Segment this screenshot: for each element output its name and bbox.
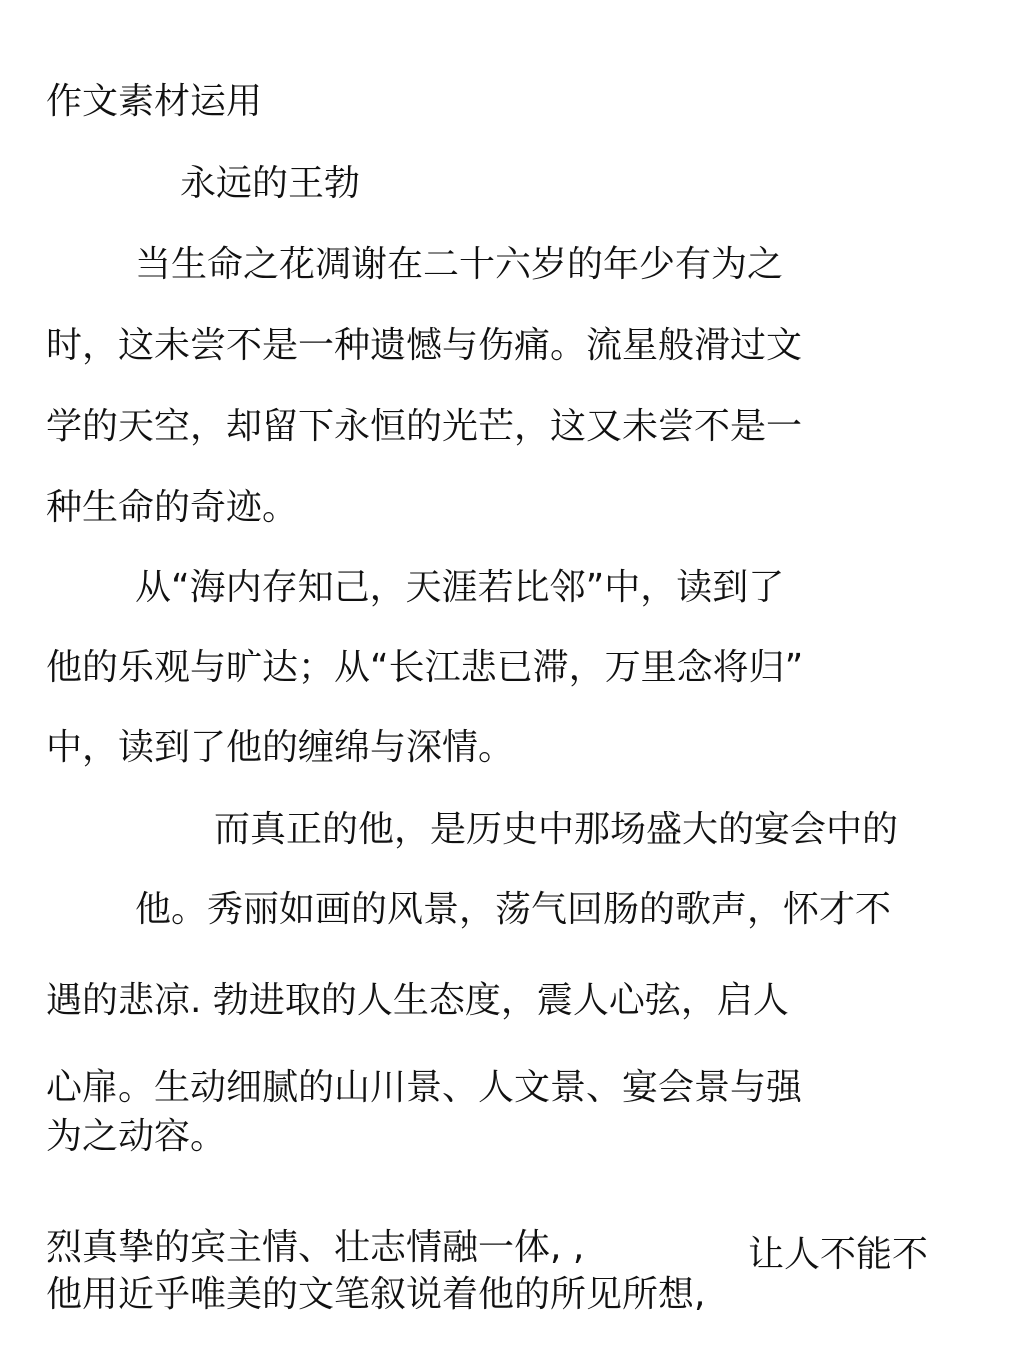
- paragraph-line: 心扉。生动细腻的山川景、人文景、宴会景与强: [46, 1067, 803, 1108]
- document-title: 永远的王勃: [180, 163, 361, 204]
- paragraph-line: 种生命的奇迹。: [46, 487, 299, 528]
- paragraph-line: 学的天空，却留下永恒的光芒，这又未尝不是一: [46, 406, 803, 447]
- paragraph-line: 而真正的他，是历史中那场盛大的宴会中的: [214, 809, 899, 850]
- paragraph-line: 他用近乎唯美的文笔叙说着他的所见所想,: [46, 1274, 706, 1315]
- paragraph-line: 烈真挚的宾主情、壮志情融一体, ,: [46, 1227, 585, 1268]
- paragraph-line: 他。秀丽如画的风景，荡气回肠的歌声，怀才不: [135, 889, 892, 930]
- document-header: 作文素材运用: [46, 81, 263, 122]
- paragraph-line: 从“海内存知己，天涯若比邻”中，读到了: [135, 567, 785, 608]
- paragraph-line: 时，这未尝不是一种遗憾与伤痛。流星般滑过文: [46, 325, 803, 366]
- paragraph-line: 中，读到了他的缠绵与深情。: [46, 727, 515, 768]
- paragraph-line: 当生命之花凋谢在二十六岁的年少有为之: [135, 244, 784, 285]
- paragraph-line: 为之动容。: [46, 1116, 227, 1157]
- paragraph-line: 遇的悲凉. 勃进取的人生态度，震人心弦，启人: [46, 980, 789, 1021]
- paragraph-line: 让人不能不: [748, 1234, 929, 1275]
- paragraph-line: 他的乐观与旷达；从“长江悲已滞，万里念将归”: [46, 647, 804, 688]
